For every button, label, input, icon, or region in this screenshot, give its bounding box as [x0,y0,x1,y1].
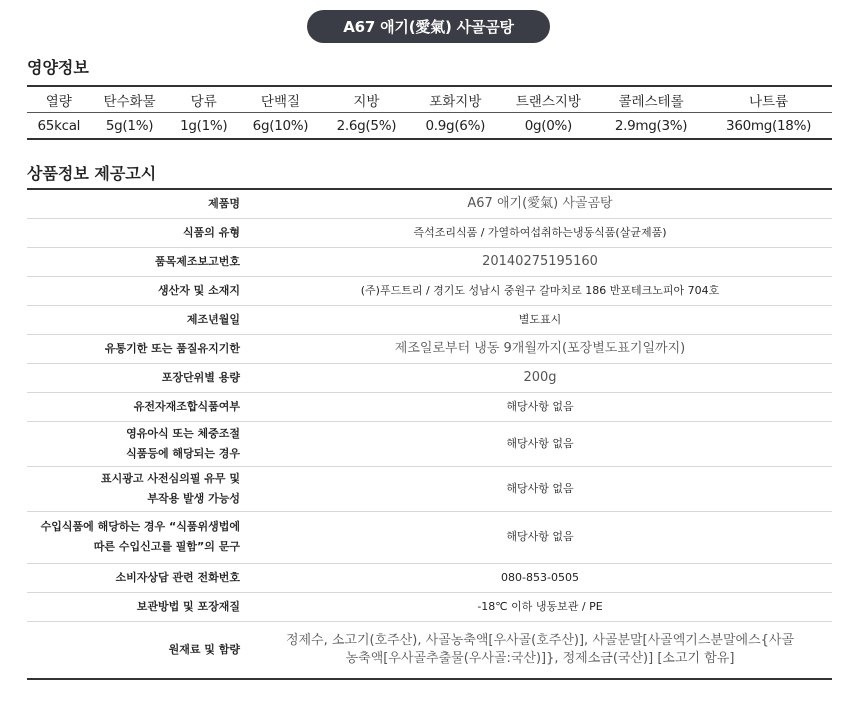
info-label [27,511,248,563]
info-label: 생산자 및 소재지 [27,276,248,305]
info-label-line: 부작용 발생 가능성 [147,491,240,505]
info-label: 품목제조보고번호 [27,247,248,276]
info-value: 해당사항 없음 [248,511,832,563]
nutrition-value-protein: 6g(10%) [252,117,309,134]
nutrition-value-trans-fat: 0g(0%) [524,117,573,134]
info-label: 제품명 [27,189,248,218]
info-value: 080-853-0505 [248,563,832,592]
nutrition-table [27,85,832,140]
info-row-capacity [27,363,832,392]
nutrition-value-row [27,113,832,140]
info-row-expiry [27,334,832,363]
nutrition-header-trans-fat: 트랜스지방 [500,86,597,113]
nutrition-value-saturated-fat: 0.9g(6%) [425,117,486,134]
info-label: 원재료 및 함량 [168,642,240,656]
info-row-manufacture-date [27,305,832,334]
info-label: 제조년월일 [27,305,248,334]
info-row-ingredients [27,621,832,679]
info-row-import-notice [27,511,832,563]
info-row-food-type [27,218,832,247]
product-info-section-title: 상품정보 제공고시 [27,164,157,183]
info-label-line: 따른 수입신고를 필함”의 문구 [93,540,240,553]
ingredients-text: 정제수, 소고기(호주산), 사골농축액[우사골(호주산)], 사골분말[사골엑기스분말에스{사골농축액[우사골추출물(우사골:국산)]}, 정제소금(국산)] [소고기 함유] [285,632,795,666]
info-value: 별도표시 [248,305,832,334]
info-value: 20140275195160 [248,247,832,276]
info-row-gmo [27,392,832,421]
info-value: 해당사항 없음 [248,392,832,421]
nutrition-header-calories: 열량 [27,86,91,113]
info-value: 제조일로부터 냉동 9개월까지(포장별도표기일까지) [248,334,832,363]
info-value: 해당사항 없음 [248,421,832,466]
info-label: 포장단위별 용량 [27,363,248,392]
info-value: 해당사항 없음 [248,466,832,511]
nutrition-value-sugars: 1g(1%) [180,117,228,134]
nutrition-header-protein: 단백질 [239,86,322,113]
info-label: 식품의 유형 [27,218,248,247]
nutrition-section-title: 영양정보 [27,58,89,77]
info-row-producer [27,276,832,305]
info-row-consumer-phone [27,563,832,592]
info-row-storage [27,592,832,621]
nutrition-header-sugars: 당류 [168,86,239,113]
nutrition-header-carbs: 탄수화물 [91,86,169,113]
nutrition-value-carbs: 5g(1%) [105,117,154,134]
info-row-ad-review [27,466,832,511]
info-label: 소비자상담 관련 전화번호 [27,563,248,592]
info-value: -18℃ 이하 냉동보관 / PE [248,592,832,621]
nutrition-value-sodium: 360mg(18%) [726,117,812,134]
info-value [248,621,832,679]
nutrition-value-fat: 2.6g(5%) [336,117,397,134]
product-info-table [27,188,832,680]
nutrition-header-cholesterol: 콜레스테롤 [597,86,705,113]
nutrition-header-row [27,86,832,113]
info-label-line: 표시광고 사전심의필 유무 및 [101,471,240,485]
nutrition-header-sodium: 나트륨 [705,86,832,113]
info-label-line: 식품등에 해당되는 경우 [126,446,240,460]
info-label: 유통기한 또는 품질유지기한 [27,334,248,363]
nutrition-header-saturated-fat: 포화지방 [411,86,500,113]
nutrition-value-calories: 65kcal [37,117,81,134]
info-label: 유전자재조합식품여부 [27,392,248,421]
info-label [27,466,248,511]
info-value: A67 애기(愛氣) 사골곰탕 [248,189,832,218]
info-value: 즉석조리식품 / 가열하여섭취하는냉동식품(살균제품) [248,218,832,247]
nutrition-value-cholesterol: 2.9mg(3%) [614,117,688,134]
info-row-report-number [27,247,832,276]
info-value: 200g [248,363,832,392]
info-label: 보관방법 및 포장재질 [27,592,248,621]
product-title-badge: A67 애기(愛氣) 사골곰탕 [307,10,550,43]
info-label-line: 수입식품에 해당하는 경우 “식품위생법에 [40,520,240,533]
nutrition-header-fat: 지방 [322,86,411,113]
info-row-product-name [27,189,832,218]
info-label [27,421,248,466]
info-label-line: 영유아식 또는 체중조절 [126,426,240,440]
info-row-infant-diet [27,421,832,466]
info-value: (주)푸드트리 / 경기도 성남시 중원구 갈마치로 186 반포테크노피아 704호 [248,276,832,305]
